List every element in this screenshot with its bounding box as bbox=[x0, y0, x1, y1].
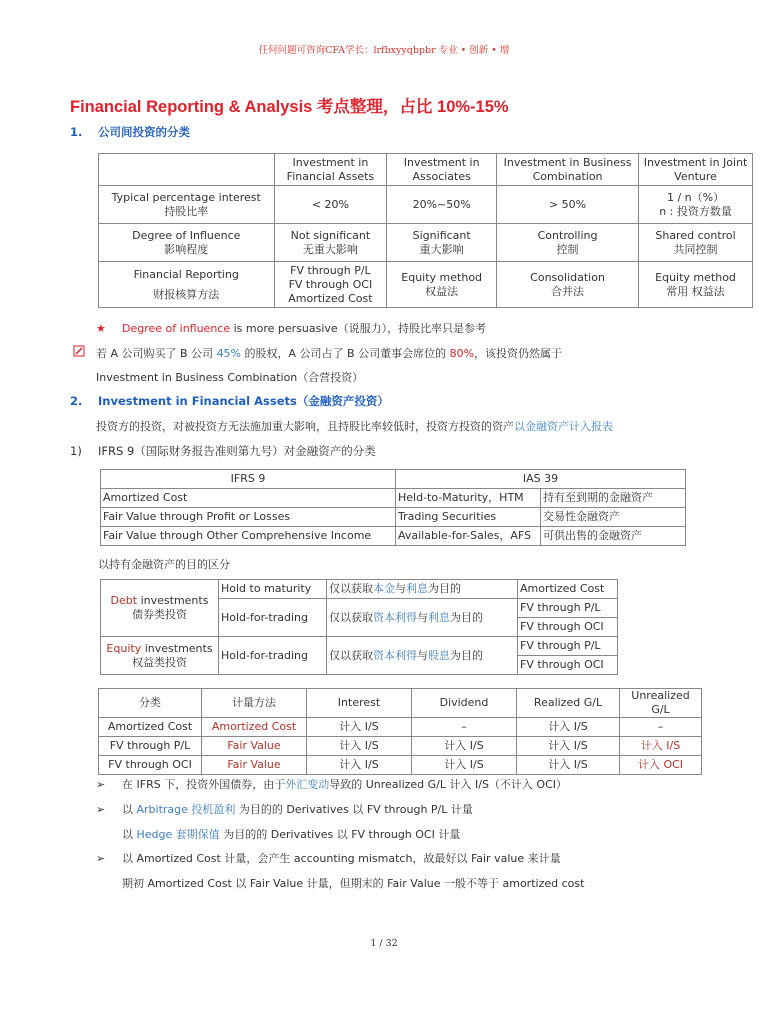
table-row bbox=[101, 527, 686, 546]
col-associates: Investment in Associates bbox=[387, 154, 497, 186]
subsection-1-heading: 1) IFRS 9（国际财务报告准则第九号）对金融资产的分类 bbox=[70, 444, 376, 458]
arrow-bullet-icon: ➢ bbox=[96, 852, 106, 865]
equity-investments-cell: Equity investments 权益类投资 bbox=[101, 637, 219, 675]
col-interest: Interest bbox=[307, 689, 412, 718]
cell: Equity method 权益法 bbox=[387, 262, 497, 308]
bullet-fx: ➢ 在 IFRS 下，投资外国债券，由于外汇变动导致的 Unrealized G/L 计入 I/S（不计入 OCI） bbox=[96, 778, 568, 791]
note-example: 若 A 公司购买了 B 公司 45% 的股权，A 公司占了 B 公司董事会席位的 80%，该投资仍然属于 bbox=[96, 347, 563, 360]
cell: FV through OCI bbox=[99, 756, 202, 775]
cell: < 20% bbox=[274, 186, 387, 224]
col-ias39: IAS 39 bbox=[396, 470, 686, 489]
row-label: Degree of Influence 影响程度 bbox=[99, 224, 275, 262]
cell: 计入 I/S bbox=[412, 756, 517, 775]
cell: 持有至到期的金融资产 bbox=[541, 489, 686, 508]
cell: Fair Value through Other Comprehensive Income bbox=[101, 527, 396, 546]
debt-investments-cell: Debt investments 债券类投资 bbox=[101, 580, 219, 637]
cell: 计入 I/S bbox=[620, 737, 702, 756]
col-financial-assets: Investment in Financial Assets bbox=[274, 154, 387, 186]
table-row bbox=[99, 224, 753, 262]
hft-debt-purpose: 仅以获取资本利得与利息为目的 bbox=[327, 599, 518, 637]
page-number: 1 / 32 bbox=[370, 938, 398, 949]
cell: 计入 I/S bbox=[307, 756, 412, 775]
cell: 20%~50% bbox=[387, 186, 497, 224]
cell: Fair Value through Profit or Losses bbox=[101, 508, 396, 527]
page-header: 任何问题可咨询CFA学长：lrfbxyyqbpbr 专业 • 创新 • 增 bbox=[258, 45, 510, 56]
arrow-bullet-icon: ➢ bbox=[96, 778, 106, 791]
col-category: 分类 bbox=[99, 689, 202, 718]
cell: Significant 重大影响 bbox=[387, 224, 497, 262]
htm-purpose: 仅以获取本金与利息为目的 bbox=[327, 580, 518, 599]
cell: 计入 OCI bbox=[620, 756, 702, 775]
row-label: Financial Reporting 财报核算方法 bbox=[99, 262, 275, 308]
table-row bbox=[99, 737, 702, 756]
col-method: 计量方法 bbox=[202, 689, 307, 718]
row-label: Typical percentage interest 持股比率 bbox=[99, 186, 275, 224]
section-2-heading bbox=[70, 393, 389, 409]
result-cell: FV through OCI bbox=[518, 618, 618, 637]
table-row bbox=[99, 718, 702, 737]
cell: Not significant 无重大影响 bbox=[274, 224, 387, 262]
cell: 计入 I/S bbox=[307, 718, 412, 737]
cell: FV through P/L bbox=[99, 737, 202, 756]
bullet-amortized: ➢ 以 Amortized Cost 计量，会产生 accounting mismatch，故最好以 Fair value 来计量 bbox=[96, 852, 561, 865]
col-business-combination: Investment in Business Combination bbox=[497, 154, 639, 186]
cell: 计入 I/S bbox=[412, 737, 517, 756]
cell: 计入 I/S bbox=[307, 737, 412, 756]
col-joint-venture: Investment in Joint Venture bbox=[639, 154, 753, 186]
cell: Held-to-Maturity，HTM bbox=[396, 489, 541, 508]
cell: > 50% bbox=[497, 186, 639, 224]
t3-caption: 以持有金融资产的目的区分 bbox=[98, 558, 230, 571]
section-2-title: Investment in Financial Assets（金融资产投资） bbox=[98, 394, 389, 408]
cell: Controlling 控制 bbox=[497, 224, 639, 262]
section-1-title: 公司间投资的分类 bbox=[98, 125, 190, 139]
result-cell: Amortized Cost bbox=[518, 580, 618, 599]
bullet-amortized-line2: 期初 Amortized Cost 以 Fair Value 计量，但期末的 Fair Value 一般不等于 amortized cost bbox=[122, 877, 585, 890]
result-cell: FV through P/L bbox=[518, 599, 618, 618]
section-1-heading bbox=[70, 124, 190, 140]
cell: 可供出售的金融资产 bbox=[541, 527, 686, 546]
col-ifrs9: IFRS 9 bbox=[101, 470, 396, 489]
bullet-arbitrage: ➢ 以 Arbitrage 投机盈利 为目的的 Derivatives 以 FV through P/L 计量 bbox=[96, 803, 473, 816]
bullet-hedge: 以 Hedge 套期保值 为目的的 Derivatives 以 FV through OCI 计量 bbox=[122, 828, 461, 841]
corner-cell bbox=[99, 154, 275, 186]
col-dividend: Dividend bbox=[412, 689, 517, 718]
section-1-number: 1. bbox=[70, 125, 83, 139]
col-realized: Realized G/L bbox=[517, 689, 620, 718]
arrow-bullet-icon: ➢ bbox=[96, 803, 106, 816]
table-row bbox=[99, 756, 702, 775]
hold-to-maturity: Hold to maturity bbox=[219, 580, 327, 599]
table-row bbox=[99, 262, 753, 308]
cell: 计入 I/S bbox=[517, 756, 620, 775]
section-2-number: 2. bbox=[70, 394, 83, 408]
star-icon: ★ bbox=[96, 322, 106, 335]
cell: Available-for-Sales，AFS bbox=[396, 527, 541, 546]
hold-for-trading: Hold-for-trading bbox=[219, 637, 327, 675]
cell: Shared control 共同控制 bbox=[639, 224, 753, 262]
cell: Fair Value bbox=[202, 756, 307, 775]
result-cell: FV through P/L bbox=[518, 637, 618, 656]
cell: Trading Securities bbox=[396, 508, 541, 527]
hold-for-trading: Hold-for-trading bbox=[219, 599, 327, 637]
cell: Consolidation 合并法 bbox=[497, 262, 639, 308]
cell: Amortized Cost bbox=[101, 489, 396, 508]
purpose-classification-table bbox=[100, 579, 618, 675]
cell: Fair Value bbox=[202, 737, 307, 756]
table-row bbox=[101, 508, 686, 527]
cell: 1 / n（%） n : 投资方数量 bbox=[639, 186, 753, 224]
measurement-table bbox=[98, 688, 702, 775]
cell: 计入 I/S bbox=[517, 737, 620, 756]
cell: Amortized Cost bbox=[202, 718, 307, 737]
section-2-text: 投资方的投资，对被投资方无法施加重大影响，且持股比率较低时，投资方投资的资产以金融资产计入报表 bbox=[96, 420, 613, 433]
note-example-line2: Investment in Business Combination（合营投资） bbox=[96, 371, 364, 384]
pencil-icon bbox=[73, 345, 85, 360]
note-influence: ★ Degree of influence is more persuasive（说服力），持股比率只是参考 bbox=[96, 322, 487, 335]
result-cell: FV through OCI bbox=[518, 656, 618, 675]
hft-equity-purpose: 仅以获取资本利得与股息为目的 bbox=[327, 637, 518, 675]
table-row bbox=[99, 186, 753, 224]
col-unrealized: Unrealized G/L bbox=[620, 689, 702, 718]
table-row bbox=[101, 489, 686, 508]
page-title: Financial Reporting & Analysis 考点整理，占比 10%-15% bbox=[70, 98, 509, 116]
ifrs9-ias39-table bbox=[100, 469, 686, 546]
cell: 交易性金融资产 bbox=[541, 508, 686, 527]
cell: Equity method 常用 权益法 bbox=[639, 262, 753, 308]
cell: – bbox=[412, 718, 517, 737]
intercorporate-investment-table bbox=[98, 153, 753, 308]
cell: 计入 I/S bbox=[517, 718, 620, 737]
cell: – bbox=[620, 718, 702, 737]
cell: Amortized Cost bbox=[99, 718, 202, 737]
cell: FV through P/L FV through OCI Amortized Cost bbox=[274, 262, 387, 308]
